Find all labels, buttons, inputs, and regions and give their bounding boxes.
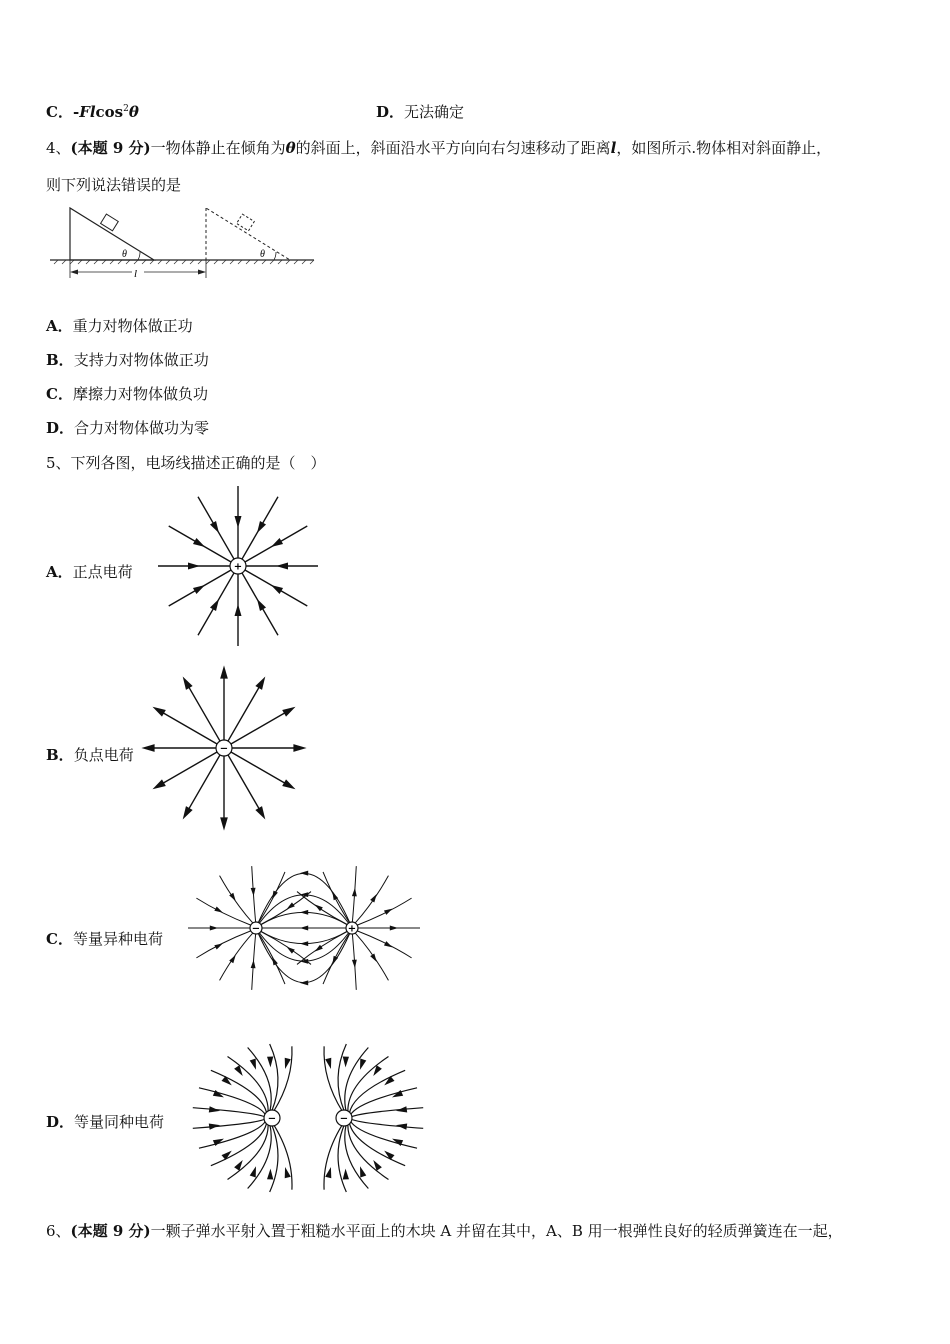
q4-incline-figure: [48, 202, 318, 282]
field-line: [274, 1125, 292, 1190]
q3-option-d-label: D．: [376, 103, 405, 121]
q5-option-b: B．负点电荷: [46, 746, 134, 764]
field-arrow: [282, 707, 295, 717]
field-line: [160, 752, 217, 785]
field-arrow: [271, 538, 283, 547]
field-arrow: [370, 954, 377, 962]
field-arrow: [152, 707, 165, 717]
field-arrow: [257, 599, 266, 611]
field-arrow: [293, 744, 306, 752]
field-line: [324, 1125, 342, 1190]
field-arrow: [360, 1166, 366, 1177]
field-line: [357, 931, 411, 958]
q3-option-c-label: C．: [46, 103, 73, 121]
distance-label: l: [134, 268, 138, 280]
field-arrow: [300, 871, 308, 876]
field-arrow: [214, 906, 223, 912]
field-arrow: [220, 817, 228, 830]
q5-figure-b-field-lines: [148, 670, 304, 830]
q6-points: (本题 9 分): [70, 1222, 151, 1240]
field-arrow: [282, 779, 295, 789]
field-arrow: [235, 604, 242, 616]
q4-option-b: B．支持力对物体做正功: [46, 351, 209, 369]
field-line: [231, 752, 288, 785]
field-arrow: [300, 941, 308, 946]
field-arrow: [255, 806, 265, 819]
field-arrow: [352, 960, 357, 969]
field-line: [196, 898, 250, 925]
field-arrow: [210, 599, 219, 611]
field-arrow: [141, 744, 154, 752]
field-line: [220, 933, 253, 980]
q4-option-a: A．重力对物体做正功: [46, 317, 193, 335]
q5-figure-d-field-lines: [188, 1036, 428, 1196]
field-line: [256, 912, 352, 928]
field-arrow: [325, 1058, 331, 1069]
negative-charge-left-sign: −: [267, 1113, 277, 1125]
field-arrow: [210, 926, 218, 931]
field-arrow: [287, 947, 295, 954]
positive-charge-right-sign: +: [347, 923, 357, 935]
field-line: [196, 931, 250, 958]
field-arrow: [267, 1169, 273, 1180]
field-line: [211, 1070, 267, 1113]
q4-points: (本题 9 分): [70, 139, 151, 157]
q5-figure-c-field-lines: [186, 856, 422, 998]
field-line: [349, 1123, 405, 1166]
field-arrow: [250, 1166, 256, 1177]
field-arrow: [193, 585, 205, 594]
field-arrow: [285, 1058, 291, 1069]
field-arrow: [370, 894, 377, 902]
field-arrow: [276, 563, 288, 570]
field-arrow: [343, 1169, 349, 1180]
field-line: [228, 755, 261, 812]
field-arrow: [343, 1057, 349, 1068]
field-arrow: [287, 902, 295, 909]
field-arrow: [210, 521, 219, 533]
q5-option-d: D．等量同种电荷: [46, 1113, 165, 1131]
block-end: [237, 214, 255, 231]
field-arrow: [214, 943, 223, 949]
field-line: [324, 1046, 342, 1111]
field-arrow: [271, 585, 283, 594]
field-line: [187, 755, 220, 812]
negative-charge-right-sign: −: [339, 1113, 349, 1125]
field-line: [357, 898, 411, 925]
field-arrow: [183, 806, 193, 819]
q5-figure-a-field-lines: [156, 484, 322, 650]
field-arrow: [352, 888, 357, 897]
theta-label-1: θ: [122, 249, 127, 260]
q6-stem: 6、(本题 9 分)一颗子弹水平射入置于粗糙水平面上的木块 A 并留在其中，A、B 用一根弹性良好的轻质弹簧连在一起，: [46, 1222, 843, 1240]
q5-option-a: A．正点电荷: [46, 563, 133, 581]
q5-option-c: C．等量异种电荷: [46, 930, 163, 948]
field-line: [211, 1123, 267, 1166]
field-line: [193, 1108, 265, 1117]
field-arrow: [235, 516, 242, 528]
field-arrow: [183, 676, 193, 689]
field-line: [187, 684, 220, 741]
q4-stem: 4、(本题 9 分)一物体静止在倾角为θ的斜面上，斜面沿水平方向向右匀速移动了距离l，如图所示.物体相对斜面静止，: [46, 139, 832, 157]
field-line: [274, 1046, 292, 1111]
field-line: [231, 711, 288, 744]
field-arrow: [250, 1059, 256, 1070]
field-arrow: [152, 779, 165, 789]
field-line: [193, 1119, 265, 1128]
field-arrow: [272, 891, 278, 900]
field-line: [349, 1070, 405, 1113]
field-arrow: [272, 957, 278, 966]
field-arrow: [384, 941, 393, 947]
field-arrow: [300, 926, 308, 931]
field-line: [256, 928, 352, 944]
q4-option-c: C．摩擦力对物体做负功: [46, 385, 208, 403]
field-line: [351, 1119, 423, 1128]
q5-stem: 5、下列各图，电场线描述正确的是（ ）: [46, 454, 326, 472]
field-line: [220, 876, 253, 923]
q3-option-d: D．无法确定: [376, 103, 465, 121]
field-arrow: [360, 1059, 366, 1070]
theta-label-2: θ: [260, 249, 265, 260]
incline-end: [206, 208, 290, 260]
field-arrow: [384, 909, 393, 915]
field-arrow: [220, 665, 228, 678]
field-line: [351, 1108, 423, 1117]
negative-charge-left-sign: −: [251, 923, 261, 935]
field-arrow: [300, 980, 308, 985]
negative-charge-sign: −: [219, 743, 229, 755]
q4-stem-line2: 则下列说法错误的是: [46, 176, 182, 194]
field-arrow: [257, 521, 266, 533]
field-arrow: [255, 676, 265, 689]
field-line: [228, 684, 261, 741]
field-arrow: [267, 1057, 273, 1068]
field-arrow: [325, 1167, 331, 1178]
incline-start: [70, 208, 154, 260]
field-arrow: [300, 910, 308, 915]
positive-charge-sign: +: [233, 561, 243, 573]
field-arrow: [188, 563, 200, 570]
field-arrow: [285, 1167, 291, 1178]
field-arrow: [390, 926, 398, 931]
q4-option-d: D．合力对物体做功为零: [46, 419, 210, 437]
q3-option-c: C．-Flcos$^2$θ: [46, 103, 139, 121]
field-line: [160, 711, 217, 744]
field-arrow: [193, 538, 205, 547]
